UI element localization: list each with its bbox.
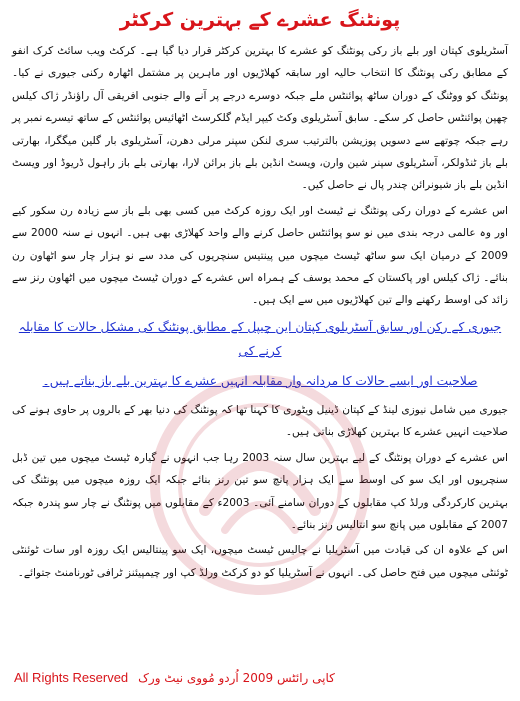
article-paragraph: اس کے علاوہ ان کی قیادت میں آسٹریلیا نے چالیس ٹیسٹ میچوں، ایک سو پینتالیس ایک روزہ اور سات ٹوئنٹی ٹوئنٹی میچوں میں فتح حاصل کی۔ انہوں نے آسٹریلیا کو دو کرکٹ ورلڈ کپ اور چیمپیئنز ٹرافی ٹورنامنٹ جتوائے۔ (12, 544, 508, 579)
article-paragraph: آسٹریلوی کپتان اور بلے باز رکی پونٹنگ کو عشرے کا بہترین کرکٹر قرار دیا گیا ہے۔ کرکٹ ویب سائٹ کرک انفو کے مطابق رکی پونٹنگ کا انتخاب حالیہ اور سابقہ کھلاڑیوں اور ماہرین پر مشتمل اٹھارہ رکنی جیوری نے کیا۔ پونٹنگ کو ووٹنگ کے دوران ساٹھ پوائنٹس ملے جبکہ دوسرے درجے پر آنے والے جنوبی افریقی آل راؤنڈر ژاک کیلس چھپن پوائنٹس حاصل کر سکے۔ سابق آسٹریلوی وکٹ کیپر ایڈم گلکرسٹ اٹھائیس پوائنٹس کے ساتھ تیسرے نمبر پر رہے جبکہ چوتھے سے دسویں پوزیشن بالترتیب سری لنکن سپنر مرلی دھرن، آسٹریلوی بار گلین میگگرا، بھارتی بلے باز ٹنڈولکر، آسٹریلوی سپنر شین وارن، ویسٹ انڈین بلے باز برائن لارا، بھارتی بلے باز راہول ڈریوڈ اور ویسٹ انڈین بلے باز شیونرائن چندر پال نے حاصل کیں۔ (12, 45, 508, 192)
article-paragraph: اس عشرے کے دوران پونٹنگ کے لیے بہترین سال سنہ 2003 رہا جب انہوں نے گیارہ ٹیسٹ میچوں میں تین ڈبل سنچریوں اور ایک سو کی اوسط سے ایک ہزار پانچ سو تین رنز بنائے جبکہ ایک روزہ میچوں میں پونٹنگ کی بہترین کارکردگی ورلڈ کپ مقابلوں کے دوران سامنے آئی۔ 2003ء کے مقابلوں میں پونٹنگ نے چار سو پندرہ جبکہ 2007 کے مقابلوں میں پانچ سو انتالیس رنز بنائے۔ (12, 451, 508, 531)
article-title: پونٹنگ عشرے کے بہترین کرکٹر (119, 9, 401, 31)
footer-rights: All Rights Reserved (14, 670, 129, 685)
footer (14, 670, 506, 685)
article-paragraph: اس عشرے کے دوران رکی پونٹنگ نے ٹیسٹ اور ایک روزہ کرکٹ میں کسی بھی بلے باز سے زیادہ رن سکور کیے اور وہ عالمی درجہ بندی میں نو سو پوائنٹس حاصل کرنے والے واحد کھلاڑی بھی ہیں۔ انہوں نے سنہ 2000 سے 2009 کے درمیان ایک سو ساٹھ ٹیسٹ میچوں میں پینتیس سنچریوں کی مدد سے نو ہزار چار سو اٹھاون رن بنائے۔ ژاک کیلس اور پاکستان کے محمد یوسف کے ہمراہ اس عشرے کے دوران ٹیسٹ میچوں میں اٹھاون رنز سے زائد کی اوسط رکھنے والے تین کھلاڑیوں میں سے ایک ہیں۔ (12, 204, 508, 307)
footer-copyright-urdu: کاپی رائٹس 2009 اُردو مُووی نیٹ ورک (138, 670, 335, 685)
article-paragraph: جیوری میں شامل نیوزی لینڈ کے کپتان ڈینیل ویٹوری کا کہنا تھا کہ پونٹنگ کی دنیا بھر کے بالروں پر حاوی ہونے کی صلاحیت انہیں عشرے کا بہترین کھلاڑی بناتی ہیں۔ (12, 403, 508, 439)
pull-quote-line: جیوری کے رکن اور سابق آسٹریلوی کپتان این چیپل کے مطابق پونٹنگ کی مشکل حالات کا مقابلہ کرنے کی (18, 319, 502, 358)
pull-quote-line: صلاحیت اور ایسے حالات کا مردانہ وار مقابلہ انہیں عشرے کا بہترین بلے باز بناتے ہیں۔ (42, 373, 478, 388)
pull-quote (12, 315, 508, 393)
